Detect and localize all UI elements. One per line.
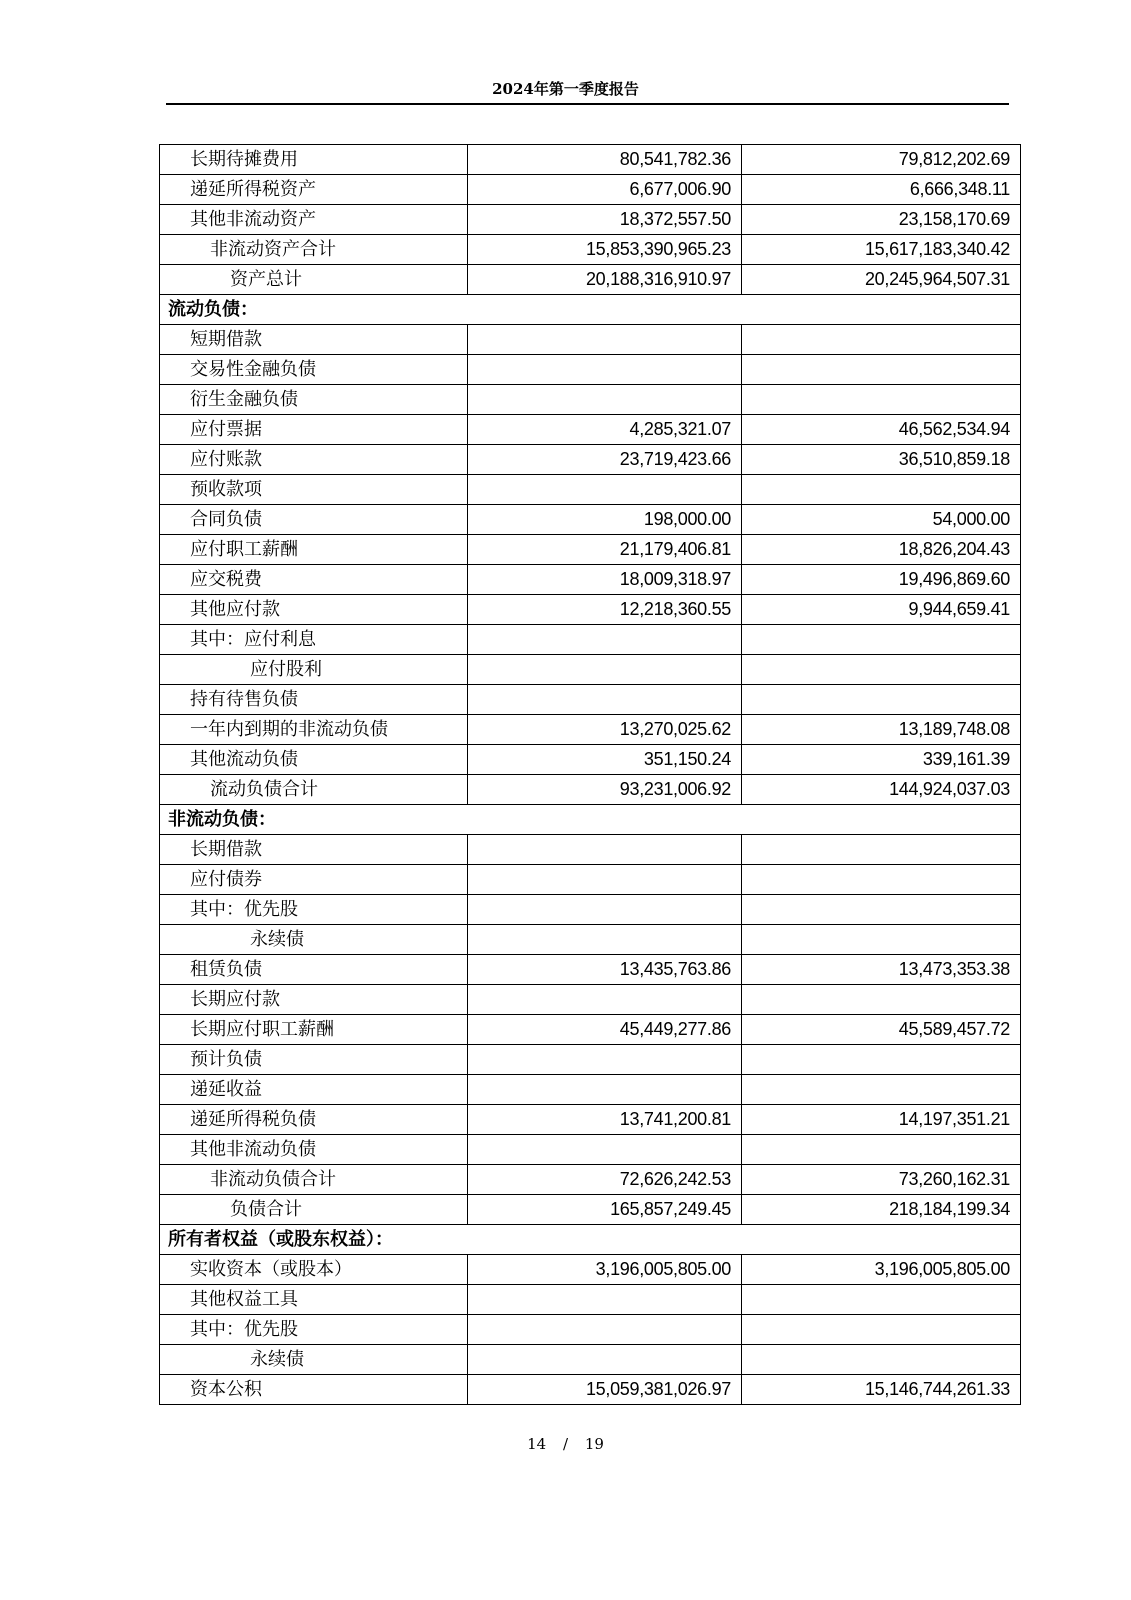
current-period-value	[468, 385, 742, 415]
current-period-value	[468, 1345, 742, 1375]
current-period-value: 198,000.00	[468, 505, 742, 535]
prior-period-value: 36,510,859.18	[742, 445, 1021, 475]
row-label: 流动负债合计	[160, 775, 468, 805]
row-label: 非流动负债合计	[160, 1165, 468, 1195]
current-period-value	[468, 925, 742, 955]
current-period-value	[468, 625, 742, 655]
current-period-value	[468, 355, 742, 385]
row-label: 一年内到期的非流动负债	[160, 715, 468, 745]
table-row	[160, 145, 1021, 175]
current-period-value: 93,231,006.92	[468, 775, 742, 805]
section-label: 流动负债：	[160, 295, 1021, 325]
row-label: 非流动资产合计	[160, 235, 468, 265]
prior-period-value: 6,666,348.11	[742, 175, 1021, 205]
prior-period-value	[742, 685, 1021, 715]
table-row	[160, 685, 1021, 715]
row-label: 合同负债	[160, 505, 468, 535]
table-row	[160, 445, 1021, 475]
prior-period-value: 13,189,748.08	[742, 715, 1021, 745]
current-period-value: 21,179,406.81	[468, 535, 742, 565]
row-label: 租赁负债	[160, 955, 468, 985]
prior-period-value: 9,944,659.41	[742, 595, 1021, 625]
prior-period-value: 54,000.00	[742, 505, 1021, 535]
current-period-value: 45,449,277.86	[468, 1015, 742, 1045]
header-divider	[166, 103, 1009, 105]
row-label: 资产总计	[160, 265, 468, 295]
row-label: 递延所得税负债	[160, 1105, 468, 1135]
current-period-value: 15,853,390,965.23	[468, 235, 742, 265]
table-row	[160, 235, 1021, 265]
row-label: 交易性金融负债	[160, 355, 468, 385]
prior-period-value: 15,617,183,340.42	[742, 235, 1021, 265]
row-label: 应付股利	[160, 655, 468, 685]
page-separator: /	[562, 1435, 569, 1453]
prior-period-value: 19,496,869.60	[742, 565, 1021, 595]
current-period-value	[468, 1285, 742, 1315]
table-row	[160, 775, 1021, 805]
prior-period-value: 46,562,534.94	[742, 415, 1021, 445]
row-label: 永续债	[160, 1345, 468, 1375]
prior-period-value	[742, 1045, 1021, 1075]
row-label: 衍生金融负债	[160, 385, 468, 415]
table-row	[160, 835, 1021, 865]
table-row	[160, 415, 1021, 445]
current-period-value: 165,857,249.45	[468, 1195, 742, 1225]
current-period-value	[468, 655, 742, 685]
table-row	[160, 325, 1021, 355]
page-number	[0, 1435, 1131, 1453]
current-period-value: 13,270,025.62	[468, 715, 742, 745]
prior-period-value: 13,473,353.38	[742, 955, 1021, 985]
row-label: 预收款项	[160, 475, 468, 505]
row-label: 短期借款	[160, 325, 468, 355]
prior-period-value: 18,826,204.43	[742, 535, 1021, 565]
table-row	[160, 1315, 1021, 1345]
prior-period-value: 20,245,964,507.31	[742, 265, 1021, 295]
table-row	[160, 1345, 1021, 1375]
current-page: 14	[527, 1435, 547, 1453]
current-period-value: 4,285,321.07	[468, 415, 742, 445]
row-label: 应付票据	[160, 415, 468, 445]
current-period-value	[468, 1075, 742, 1105]
section-label: 非流动负债：	[160, 805, 1021, 835]
table-row	[160, 265, 1021, 295]
table-row	[160, 1075, 1021, 1105]
prior-period-value: 73,260,162.31	[742, 1165, 1021, 1195]
section-label: 所有者权益（或股东权益）：	[160, 1225, 1021, 1255]
row-label: 负债合计	[160, 1195, 468, 1225]
current-period-value	[468, 985, 742, 1015]
prior-period-value	[742, 895, 1021, 925]
prior-period-value	[742, 325, 1021, 355]
row-label: 递延所得税资产	[160, 175, 468, 205]
prior-period-value	[742, 625, 1021, 655]
section-header-row	[160, 295, 1021, 325]
current-period-value: 15,059,381,026.97	[468, 1375, 742, 1405]
prior-period-value	[742, 985, 1021, 1015]
current-period-value	[468, 835, 742, 865]
row-label: 持有待售负债	[160, 685, 468, 715]
section-header-row	[160, 1225, 1021, 1255]
table-row	[160, 865, 1021, 895]
current-period-value	[468, 895, 742, 925]
row-label: 应付职工薪酬	[160, 535, 468, 565]
row-label: 其他流动负债	[160, 745, 468, 775]
current-period-value: 80,541,782.36	[468, 145, 742, 175]
table-row	[160, 565, 1021, 595]
table-row	[160, 1135, 1021, 1165]
current-period-value: 13,741,200.81	[468, 1105, 742, 1135]
table-row	[160, 1105, 1021, 1135]
row-label: 实收资本（或股本）	[160, 1255, 468, 1285]
prior-period-value	[742, 655, 1021, 685]
table-row	[160, 925, 1021, 955]
report-title: 2024年第一季度报告	[492, 80, 639, 98]
balance-sheet-table	[159, 144, 1021, 1405]
balance-sheet-body	[160, 145, 1021, 1405]
row-label: 长期应付职工薪酬	[160, 1015, 468, 1045]
row-label: 其中：应付利息	[160, 625, 468, 655]
current-period-value: 18,009,318.97	[468, 565, 742, 595]
row-label: 应付账款	[160, 445, 468, 475]
row-label: 应付债券	[160, 865, 468, 895]
current-period-value	[468, 685, 742, 715]
current-period-value: 20,188,316,910.97	[468, 265, 742, 295]
row-label: 其他非流动资产	[160, 205, 468, 235]
current-period-value	[468, 865, 742, 895]
current-period-value: 3,196,005,805.00	[468, 1255, 742, 1285]
table-row	[160, 895, 1021, 925]
row-label: 长期待摊费用	[160, 145, 468, 175]
table-row	[160, 715, 1021, 745]
table-row	[160, 1285, 1021, 1315]
table-row	[160, 1045, 1021, 1075]
section-header-row	[160, 805, 1021, 835]
table-row	[160, 1165, 1021, 1195]
prior-period-value	[742, 475, 1021, 505]
row-label: 预计负债	[160, 1045, 468, 1075]
table-row	[160, 985, 1021, 1015]
table-row	[160, 355, 1021, 385]
prior-period-value: 3,196,005,805.00	[742, 1255, 1021, 1285]
table-row	[160, 595, 1021, 625]
row-label: 其中：优先股	[160, 1315, 468, 1345]
prior-period-value: 23,158,170.69	[742, 205, 1021, 235]
row-label: 长期应付款	[160, 985, 468, 1015]
prior-period-value	[742, 1315, 1021, 1345]
table-row	[160, 1195, 1021, 1225]
prior-period-value	[742, 1345, 1021, 1375]
row-label: 其中：优先股	[160, 895, 468, 925]
table-row	[160, 955, 1021, 985]
row-label: 其他非流动负债	[160, 1135, 468, 1165]
prior-period-value: 79,812,202.69	[742, 145, 1021, 175]
prior-period-value	[742, 925, 1021, 955]
table-row	[160, 175, 1021, 205]
prior-period-value: 45,589,457.72	[742, 1015, 1021, 1045]
row-label: 其他权益工具	[160, 1285, 468, 1315]
current-period-value: 351,150.24	[468, 745, 742, 775]
prior-period-value	[742, 865, 1021, 895]
row-label: 递延收益	[160, 1075, 468, 1105]
table-row	[160, 1255, 1021, 1285]
current-period-value: 13,435,763.86	[468, 955, 742, 985]
row-label: 永续债	[160, 925, 468, 955]
row-label: 应交税费	[160, 565, 468, 595]
current-period-value	[468, 1315, 742, 1345]
table-row	[160, 745, 1021, 775]
prior-period-value: 339,161.39	[742, 745, 1021, 775]
prior-period-value: 218,184,199.34	[742, 1195, 1021, 1225]
prior-period-value	[742, 355, 1021, 385]
prior-period-value	[742, 1285, 1021, 1315]
current-period-value	[468, 325, 742, 355]
current-period-value	[468, 1135, 742, 1165]
table-row	[160, 1375, 1021, 1405]
table-row	[160, 655, 1021, 685]
current-period-value	[468, 1045, 742, 1075]
table-row	[160, 1015, 1021, 1045]
current-period-value	[468, 475, 742, 505]
row-label: 长期借款	[160, 835, 468, 865]
table-row	[160, 505, 1021, 535]
prior-period-value: 144,924,037.03	[742, 775, 1021, 805]
current-period-value: 12,218,360.55	[468, 595, 742, 625]
row-label: 资本公积	[160, 1375, 468, 1405]
table-row	[160, 625, 1021, 655]
prior-period-value: 14,197,351.21	[742, 1105, 1021, 1135]
row-label: 其他应付款	[160, 595, 468, 625]
current-period-value: 6,677,006.90	[468, 175, 742, 205]
prior-period-value	[742, 385, 1021, 415]
current-period-value: 72,626,242.53	[468, 1165, 742, 1195]
prior-period-value	[742, 1075, 1021, 1105]
table-row	[160, 385, 1021, 415]
table-row	[160, 475, 1021, 505]
current-period-value: 18,372,557.50	[468, 205, 742, 235]
prior-period-value: 15,146,744,261.33	[742, 1375, 1021, 1405]
total-pages: 19	[584, 1435, 604, 1453]
prior-period-value	[742, 835, 1021, 865]
current-period-value: 23,719,423.66	[468, 445, 742, 475]
prior-period-value	[742, 1135, 1021, 1165]
table-row	[160, 535, 1021, 565]
table-row	[160, 205, 1021, 235]
